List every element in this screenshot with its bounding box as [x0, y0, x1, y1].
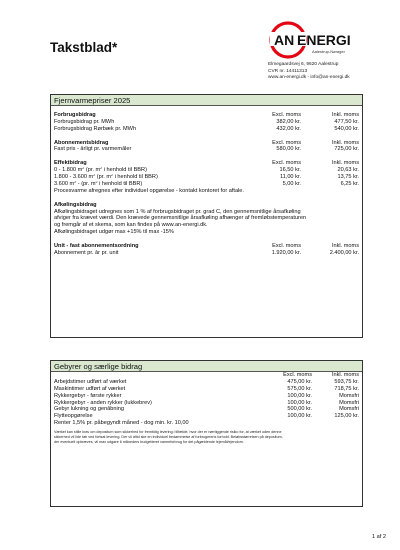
interest-note: Renter 1,5% pr. påbegyndt måned - dog min. kr. 10,00 — [54, 420, 189, 427]
table-row: Fast pris - årligt pr. varmemåler 580,00 kr. 725,00 kr. — [54, 146, 359, 153]
forbrug-heading-row: Forbrugsbidrag Excl. moms Inkl. moms — [54, 112, 359, 118]
company-address — [268, 62, 350, 82]
logo-name: ENERGI — [297, 32, 351, 48]
afkoling-heading: Afkølingsbidrag — [54, 201, 97, 208]
table-row: Rykkergebyr - første rykker 100,00 kr. Momsfri — [54, 392, 359, 399]
company-logo — [268, 20, 368, 60]
page-number: 1 af 2 — [372, 534, 386, 540]
fees-header: Gebyrer og særlige bidrag — [51, 361, 362, 372]
table-row: Arbejdstimer udført af værket 475,00 kr. 593,75 kr. — [54, 378, 359, 385]
fees-box — [50, 360, 363, 507]
afkoling-line: Afkølingsbidraget udgør max +15% til max -15% — [54, 229, 174, 236]
prices-box — [50, 94, 363, 338]
table-row: Gebyr lukning og genåbning 500,00 kr. Momsfri — [54, 406, 359, 413]
table-row: 0 - 1.800 $m^2$ (pr. $m^2$ i henhold til BBR) 16,50 kr. 20,63 kr. — [54, 167, 359, 174]
table-row: Forbrugsbidrag Rørbæk pr. MWh 432,00 kr. 540,00 kr. — [54, 125, 359, 132]
abonnement-heading-row: Abonnementsbidrag Excl. moms Inkl. moms — [54, 139, 359, 146]
table-row: Maskintimer udført af værket 575,00 kr. 718,75 kr. — [54, 385, 359, 392]
table-row: Flytteopgørelse 100,00 kr. 125,00 kr. — [54, 413, 359, 420]
page-title: Takstblad* — [50, 40, 118, 55]
unit-heading-row: Unit - fast abonnementsordning Excl. moms Inkl. moms — [54, 243, 359, 250]
logo-prefix: AN — [274, 32, 295, 48]
address-cvr: CVR nr. 14411313 — [268, 68, 308, 74]
address-street: Elmegaardsvej 6, 9620 Aalestrup — [268, 62, 339, 67]
table-row: 1.800 - 3.600 $m^2$ (pr. $m^2$ i henhold til BBR) 11,00 kr. 13,75 kr. — [54, 174, 359, 181]
procesvarme-note: Procesvarme afregnes efter individuel opgørelse - kontakt kontoret for aftale. — [54, 187, 244, 194]
prices-header: Fjernvarmepriser 2025 — [51, 95, 362, 106]
effekt-heading-row: Effektbidrag Excl. moms Inkl. moms — [54, 160, 359, 167]
table-row: Abonnement pr. år pr. unit 1.920,00 kr. 2.400,00 kr. — [54, 249, 359, 256]
table-row: Forbrugsbidrag pr. MWh 382,00 kr. 477,50 kr. — [54, 118, 359, 125]
logo-tagline: Aalestrup-Nørager — [312, 49, 345, 54]
address-web: www.an-energi.dk - info@an-energi.dk — [268, 75, 350, 81]
afkoling-line: afviger fra krævet værdi. Den krævede gennemsnitlige årsafkøling afhænger af fremløbstemperaturen — [54, 215, 307, 222]
table-row: Rykkergebyr - anden rykker (lukkebrev) 100,00 kr. Momsfri — [54, 399, 359, 406]
fees-column-headers: Excl. moms Inkl. moms — [283, 372, 359, 378]
table-row: 3.600 $m^2 - (pr$. $m^2$ i henhold til BBR) 5,00 kr. 6,25 kr. — [54, 180, 359, 187]
afkoling-line: Afkølingsbidraget udregnes som 1 % af forbrugsbidraget pr. grad C, den gennemsnitlige årsafkøling — [54, 208, 301, 215]
afkoling-line: og fremgår af et skema, som kan findes på www.an-energi.dk. — [54, 222, 208, 229]
deposit-fine-print: Værket kan stille krav om depositum som sikkerhed for fremtidig levering i tilfælde, hvor der er nærliggende risiko for, at værket uden denne sikkerhed vil lide tab ved fortsat levering. Der vil altid ske en individuel bedømmelse af forbrugerens forhold. Beløbsstørrelsen på depositum, der eventuelt opkræves, vil max udgøre 6 måneders budgetteret varmeforbrug for det pågældende lejemål/ejendom. — [54, 430, 283, 445]
